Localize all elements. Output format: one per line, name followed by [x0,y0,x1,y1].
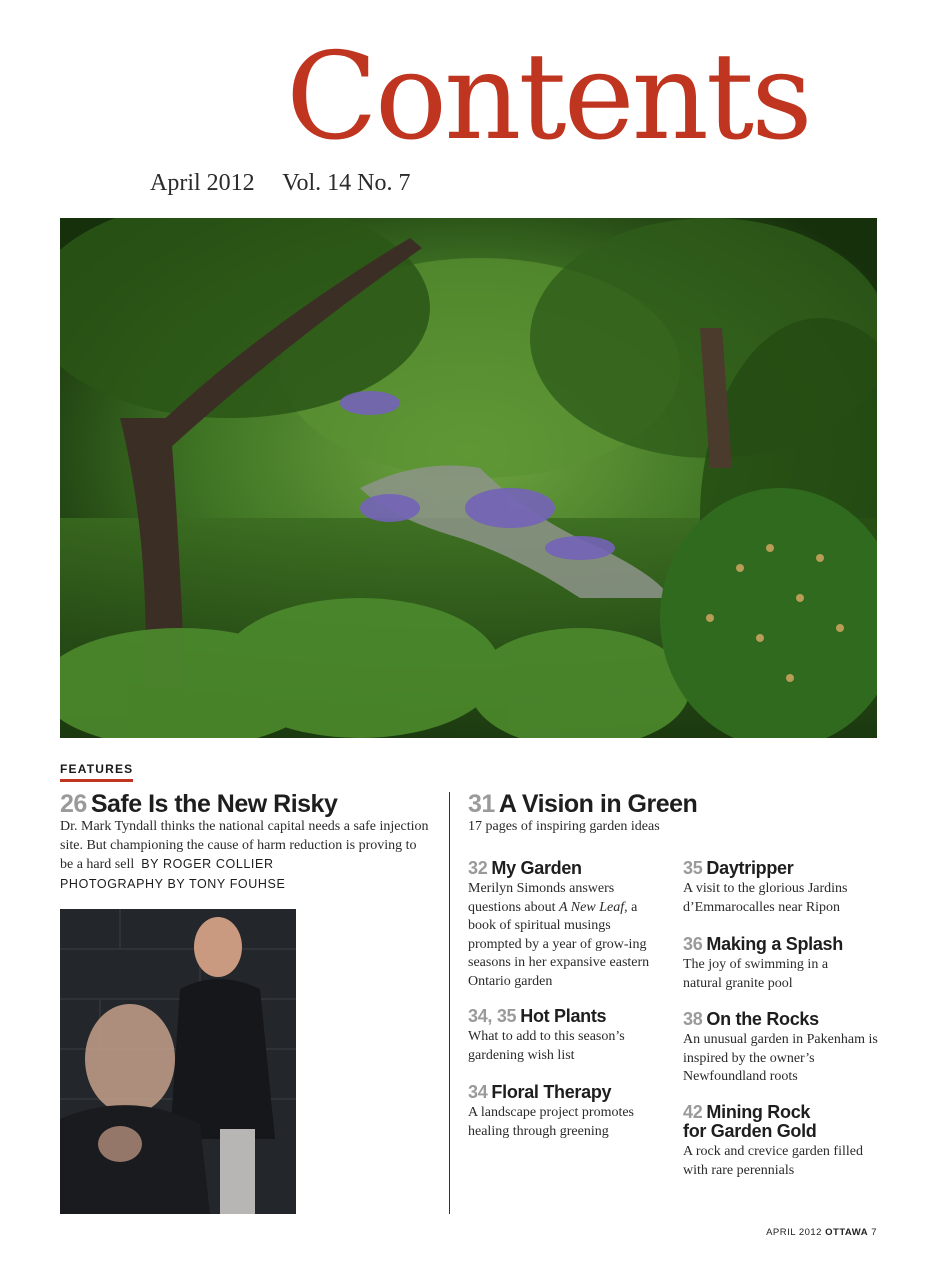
my-garden-book-title: A New Leaf [559,899,625,915]
issue-volume: Vol. 14 No. 7 [282,170,411,196]
floral-therapy-heading[interactable] [468,1082,611,1103]
mining-rock-heading[interactable] [683,1103,817,1141]
mining-rock-title-line2: for Garden Gold [683,1121,817,1141]
issue-info [150,170,433,197]
daytripper-dek: A visit to the glorious Jardins d’Emmarocalles near Ripon [683,881,848,915]
garden-scene [60,218,877,738]
on-rocks-page: 38 [683,1009,703,1029]
mining-rock-title-line1: Mining Rock [706,1102,811,1122]
vision-green-dek: 17 pages of inspiring garden ideas [468,819,660,834]
folio-magazine: OTTAWA [825,1227,869,1238]
my-garden-dek-a: Merilyn Simonds answers questions about [468,881,615,915]
my-garden-heading[interactable] [468,858,582,879]
portrait-photo [60,909,296,1214]
portrait-scene [60,909,296,1214]
my-garden-dek-b: , a book of spiritual musings prompted by a year of grow-ing seasons in her expansive eastern Ontario garden [468,899,650,989]
lead-story-dek [60,818,432,894]
mining-rock-page: 42 [683,1102,703,1122]
my-garden-page: 32 [468,858,488,878]
column-divider [449,792,450,1214]
issue-date: April 2012 [150,170,255,196]
daytripper-title: Daytripper [706,858,794,878]
on-rocks-title: On the Rocks [706,1009,819,1029]
folio-date: APRIL 2012 [766,1227,822,1238]
lead-story-page: 26 [60,790,87,818]
garden-hero-photo [60,218,877,738]
vision-green-heading[interactable] [468,790,697,819]
making-splash-heading[interactable] [683,934,843,955]
vision-green-page: 31 [468,790,495,818]
lead-story-byline: BY ROGER COLLIER [141,857,274,871]
floral-therapy-page: 34 [468,1082,488,1102]
vision-green-title: A Vision in Green [498,790,698,818]
hot-plants-heading[interactable] [468,1006,606,1027]
on-rocks-heading[interactable] [683,1009,819,1030]
making-splash-dek: The joy of swimming in a natural granite pool [683,957,829,991]
page-folio [766,1227,877,1238]
lead-story-title: Safe Is the New Risky [90,790,338,818]
hot-plants-title: Hot Plants [520,1006,607,1026]
my-garden-dek [468,880,654,991]
floral-therapy-dek: A landscape project promotes healing through greening [468,1105,635,1139]
mining-rock-dek: A rock and crevice garden filled with rare perennials [683,1144,863,1178]
daytripper-heading[interactable] [683,858,793,879]
on-rocks-dek: An unusual garden in Pakenham is inspired by the owner’s Newfoundland roots [683,1032,878,1084]
my-garden-title: My Garden [491,858,582,878]
features-section-label: FEATURES [60,762,133,782]
making-splash-title: Making a Splash [706,934,843,954]
floral-therapy-title: Floral Therapy [491,1082,612,1102]
page-title: Contents [286,28,810,167]
folio-page-number: 7 [871,1227,877,1238]
making-splash-page: 36 [683,934,703,954]
lead-story-dek-text: Dr. Mark Tyndall thinks the national capital needs a safe injection site. But championing the cause of harm reduction is proving to be a hard sell [60,819,429,872]
daytripper-page: 35 [683,858,703,878]
hot-plants-dek: What to add to this season’s gardening wish list [468,1029,625,1063]
hot-plants-page: 34, 35 [468,1006,517,1026]
lead-story-heading[interactable] [60,790,337,819]
lead-story-photo-credit: PHOTOGRAPHY BY TONY FOUHSE [60,876,286,891]
